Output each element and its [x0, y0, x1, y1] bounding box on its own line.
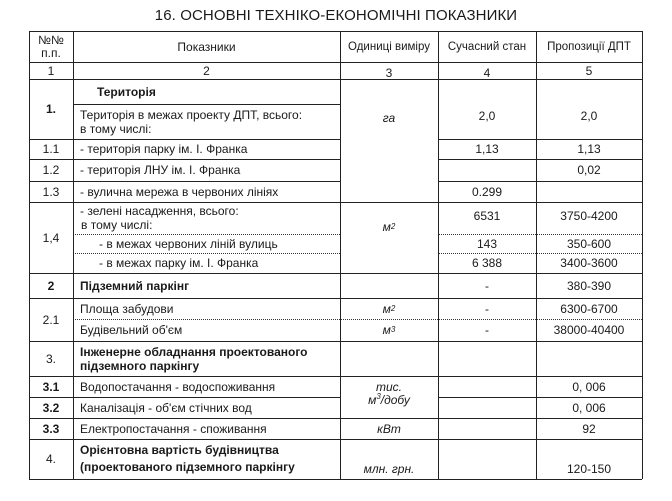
row-number: 4. [45, 452, 56, 466]
label-line: в тому числі: [81, 218, 153, 232]
row-number: 1.2 [42, 163, 60, 177]
proposed-value [536, 181, 642, 202]
row-number: 1.3 [42, 184, 60, 199]
proposed-value: 6300-6700 [560, 301, 618, 316]
unit-cell: м 3 [382, 323, 396, 337]
column-number: 4 [483, 65, 491, 80]
unit-exponent: 3 [376, 391, 381, 401]
header-col-units: Одиниці виміру [348, 40, 430, 53]
indicator-label: - в межах червоних ліній вулиць [99, 236, 278, 251]
header-number-line1: №№ [38, 32, 64, 47]
proposed-value: 92 [582, 421, 596, 436]
proposed-value: 1,13 [577, 142, 601, 156]
proposed-value: 0, 006 [572, 379, 606, 394]
header-col-proposed: Пропозиції ДПТ [547, 40, 631, 53]
indicator-label: - вулична мережа в червоних лініях [80, 184, 279, 199]
row-number: 3. [45, 351, 56, 366]
row-number: 3.3 [42, 421, 60, 436]
row-number: 2.1 [42, 312, 60, 327]
unit-cell: млн. грн. [363, 462, 415, 476]
label-line: Орієнтовна вартість будівництва [80, 443, 279, 457]
row-number: 1. [45, 102, 56, 116]
indicator-label: Каналізація - об'єм стічних вод [80, 400, 252, 415]
current-value: 2,0 [478, 109, 496, 123]
indicator-label: Водопостачання - водоспоживання [80, 379, 276, 394]
indicator-label: - територія ЛНУ ім. І. Франка [80, 163, 241, 177]
unit-line [368, 391, 410, 407]
indicator-label: Площа забудови [80, 301, 174, 316]
indicator-label [73, 104, 340, 139]
section-title: Територія [97, 84, 156, 99]
header-number-line2: п.п. [41, 45, 61, 60]
column-number: 1 [47, 63, 55, 78]
indicator-label: Підземний паркінг [80, 278, 190, 293]
current-value: 143 [476, 236, 498, 251]
label-line: Територія в межах проекту ДПТ, всього: [80, 107, 303, 122]
row-number: 3.2 [42, 400, 60, 415]
row-number: 2 [47, 278, 55, 293]
indicator-label: Електропостачання - споживання [80, 421, 267, 436]
unit-cell [340, 376, 438, 411]
proposed-value: 0, 006 [572, 400, 606, 415]
indicator-label: - в межах парку ім. І. Франка [99, 256, 259, 270]
proposed-value: 38000-40400 [553, 323, 625, 337]
unit-line: тис. [375, 379, 402, 394]
column-number: 2 [203, 63, 210, 78]
row-number: 3.1 [42, 379, 60, 394]
proposed-value: 380-390 [566, 278, 612, 293]
column-number: 5 [585, 63, 593, 78]
label-line: - зелені насадження, всього: [80, 204, 239, 218]
unit-base: м [382, 220, 391, 234]
label-line: (проектованого підземного паркінгу [80, 460, 295, 474]
label-line: в тому числі: [80, 121, 152, 136]
proposed-value: 350-600 [566, 236, 612, 251]
row-number: 1.1 [42, 142, 60, 156]
indicator-label: Будівельний об'єм [80, 323, 183, 337]
proposed-value: 3750-4200 [560, 209, 618, 223]
unit-rest: /добу [380, 392, 410, 407]
unit-cell: м 2 [382, 301, 396, 316]
table-border-right [642, 31, 643, 479]
indicator-label [73, 202, 340, 234]
header-col-current: Сучасний стан [447, 40, 527, 53]
label-line: Інженерне обладнання проектованого [80, 344, 308, 359]
unit-cell: га [382, 111, 396, 125]
proposed-value: 3400-3600 [560, 256, 618, 270]
proposed-value: 120-150 [566, 462, 612, 476]
table-border-bottom [29, 479, 642, 480]
label-line: підземного паркінгу [80, 358, 200, 373]
indicator-label [73, 341, 340, 376]
indicator-label [73, 439, 340, 479]
unit-base: м [382, 301, 391, 316]
current-value [438, 159, 536, 181]
indicator-label: - територія парку ім. І. Франка [80, 142, 248, 156]
unit-base: м [368, 392, 377, 407]
unit-cell: м 2 [382, 220, 396, 234]
current-value: 0.299 [471, 184, 503, 199]
unit-base: м [382, 323, 391, 337]
current-value: 1,13 [475, 142, 499, 156]
column-number: 3 [385, 65, 393, 80]
current-value: 6531 [473, 209, 501, 223]
proposed-value: 2,0 [580, 109, 598, 123]
current-value: - [485, 323, 489, 337]
header-col-number [29, 31, 73, 62]
proposed-value: 0,02 [577, 163, 601, 177]
unit-cell: кВт [377, 421, 401, 436]
header-col-indicators: Показники [177, 39, 236, 54]
current-value: - [485, 301, 489, 316]
current-value: 6 388 [471, 256, 503, 270]
row-number: 1,4 [42, 230, 60, 245]
current-value: - [485, 278, 489, 293]
page-title: 16. ОСНОВНІ ТЕХНІКО-ЕКОНОМІЧНІ ПОКАЗНИКИ [154, 7, 518, 24]
